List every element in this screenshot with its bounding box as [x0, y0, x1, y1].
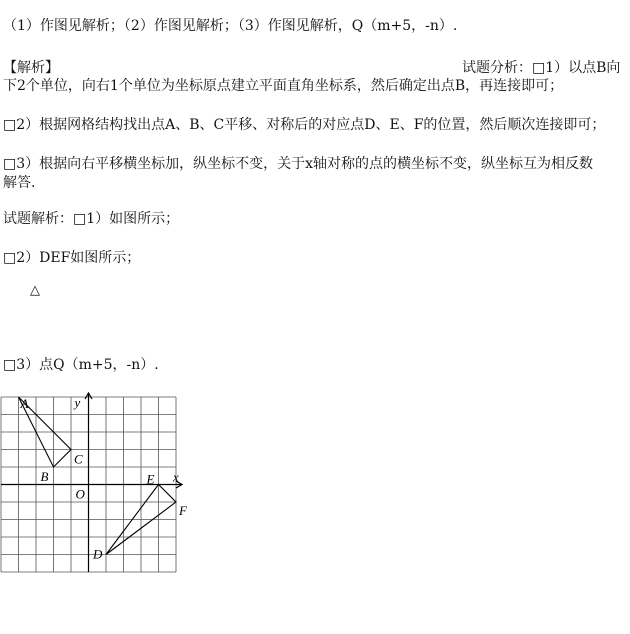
point-label-b: B	[40, 469, 49, 484]
triangle-icon: △	[30, 283, 40, 298]
box-glyph: □	[3, 357, 17, 373]
analysis-step1-start	[462, 58, 620, 78]
solution-part1-text: 1）如图所示；	[86, 211, 180, 227]
analysis-step3-b: 解答.	[3, 175, 36, 191]
solution-part2	[3, 248, 140, 268]
box-glyph: □	[3, 117, 17, 133]
analysis-step3-text: 3）根据向右平移横坐标加，纵坐标不变，关于x轴对称的点的横坐标不变，纵坐标互为相反数	[16, 156, 594, 172]
analysis-step3-a	[3, 154, 593, 174]
origin-label: O	[75, 486, 85, 502]
y-axis-label: y	[74, 395, 81, 410]
point-label-c: C	[74, 451, 83, 467]
solution-intro: 试题解析：	[3, 211, 73, 227]
box-glyph: □	[3, 250, 17, 266]
analysis-step1-b: 下2个单位，向右1个单位为坐标原点建立平面直角坐标系，然后确定出点B，再连接即可；	[3, 78, 564, 94]
analysis-step2-text: 2）根据网格结构找出点A、B、C平移、对称后的对应点D、E、F的位置，然后顺次连接即可；	[16, 117, 606, 133]
analysis-step2	[3, 115, 605, 135]
point-label-f: F	[179, 503, 187, 518]
point-label-a: A	[20, 396, 29, 411]
coordinate-figure	[0, 392, 200, 578]
labels	[20, 395, 189, 562]
solution-part2-text: 2）DEF如图所示；	[16, 250, 141, 266]
analysis-heading: 【解析】	[3, 60, 59, 76]
axes	[1, 393, 182, 572]
point-label-e: E	[146, 471, 155, 487]
box-glyph: □	[532, 60, 546, 76]
analysis-step1-a: 1）以点B向	[545, 60, 621, 76]
solution-part3	[3, 355, 159, 375]
solution-part1	[3, 209, 179, 229]
analysis-intro-label: 试题分析：	[462, 60, 532, 76]
solution-part3-text: 3）点Q（m+5，-n）.	[16, 357, 159, 373]
box-glyph: □	[73, 211, 87, 227]
point-label-d: D	[93, 546, 103, 562]
x-axis-label: x	[173, 469, 179, 485]
answer-line: （1）作图见解析；（2）作图见解析；（3）作图见解析，Q（m+5，-n）.	[3, 18, 458, 34]
box-glyph: □	[3, 156, 17, 172]
